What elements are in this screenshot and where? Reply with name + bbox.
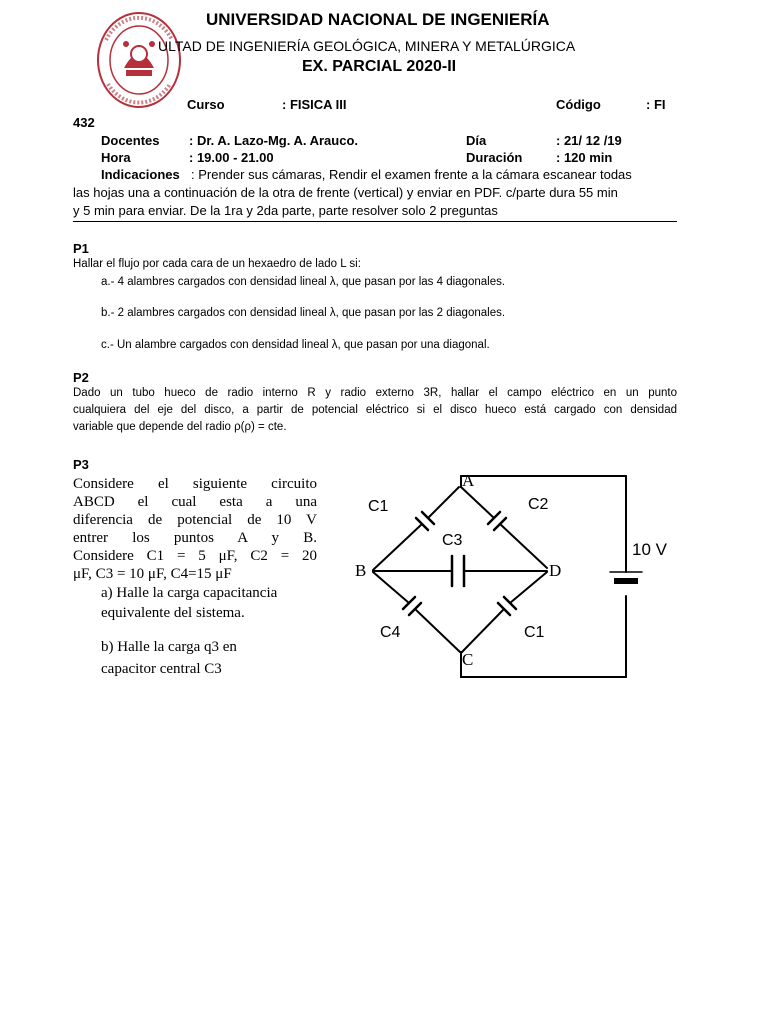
p2-line-1: Dado un tubo hueco de radio interno R y radio externo 3R, hallar el campo eléctrico en un punto <box>73 387 677 399</box>
p1-title: P1 <box>73 241 89 256</box>
capacitor-c1-top-label: C1 <box>368 498 389 515</box>
node-b-label: B <box>355 561 367 580</box>
p3-line-6: μF, C3 = 10 μF, C4=15 μF <box>73 566 232 582</box>
capacitor-c1-bottom-label: C1 <box>524 624 545 641</box>
exam-title: EX. PARCIAL 2020-II <box>302 58 457 75</box>
p2-line-3: variable que depende del radio ρ(ρ) = cte. <box>73 421 287 433</box>
indicaciones-line-1: : Prender sus cámaras, Rendir el examen frente a la cámara escanear todas <box>191 167 632 182</box>
battery-voltage-label: 10 V <box>632 540 667 559</box>
university-seal-logo <box>96 10 182 110</box>
node-c-label: C <box>462 650 474 669</box>
wire-d-c1 <box>510 572 547 603</box>
wire-c1-b <box>373 524 422 570</box>
p3-line-2: ABCD el cual esta a una <box>73 494 317 510</box>
battery-short-plate <box>614 578 638 584</box>
wire-c1-c <box>462 609 504 652</box>
capacitor-c3-label: C3 <box>442 532 463 549</box>
p3-question-b-2: capacitor central C3 <box>101 661 222 677</box>
hora-value: : 19.00 - 21.00 <box>189 150 274 165</box>
capacitor-c2-label: C2 <box>528 496 549 513</box>
p2-line-2: cualquiera del eje del disco, a partir de potencial eléctrico si el disco hueco está cargado con densidad <box>73 404 677 416</box>
p1-item-b: b.- 2 alambres cargados con densidad lineal λ, que pasan por las 2 diagonales. <box>101 307 506 319</box>
indicaciones-label: Indicaciones <box>101 167 180 182</box>
dia-value: : 21/ 12 /19 <box>556 133 622 148</box>
codigo-label: Código <box>556 97 601 112</box>
p2-title: P2 <box>73 370 89 385</box>
wire-a-c1 <box>428 487 459 518</box>
wire-b-c4 <box>373 572 409 603</box>
p1-intro: Hallar el flujo por cada cara de un hexaedro de lado L si: <box>73 258 361 270</box>
node-d-label: D <box>549 561 562 580</box>
dia-label: Día <box>466 133 487 148</box>
codigo-continuation: 432 <box>73 115 95 130</box>
p3-line-3: diferencia de potencial de 10 V <box>73 512 317 528</box>
wire-c2-d <box>500 524 547 568</box>
university-name: UNIVERSIDAD NACIONAL DE INGENIERÍA <box>206 10 550 29</box>
duracion-label: Duración <box>466 150 523 165</box>
hora-label: Hora <box>101 150 131 165</box>
p3-line-1: Considere el siguiente circuito <box>73 476 317 492</box>
node-a-label: A <box>462 471 475 490</box>
header-divider <box>73 221 677 222</box>
p3-question-a-2: equivalente del sistema. <box>101 605 245 621</box>
capacitor-c4-label: C4 <box>380 624 401 641</box>
circuit-diagram <box>340 468 680 683</box>
p3-question-b-1: b) Halle la carga q3 en <box>101 639 237 655</box>
p1-item-c: c.- Un alambre cargados con densidad lineal λ, que pasan por una diagonal. <box>101 339 490 351</box>
duracion-value: : 120 min <box>556 150 613 165</box>
docentes-value: : Dr. A. Lazo-Mg. A. Arauco. <box>189 133 359 148</box>
p3-line-5: Considere C1 = 5 μF, C2 = 20 <box>73 548 317 564</box>
faculty-name: ULTAD DE INGENIERÍA GEOLÓGICA, MINERA Y METALÚRGICA <box>158 38 576 54</box>
curso-label: Curso <box>187 97 225 112</box>
indicaciones-line-3: y 5 min para enviar. De la 1ra y 2da parte, parte resolver solo 2 preguntas <box>73 203 498 218</box>
p3-line-4: entrer los puntos A y B. <box>73 530 317 546</box>
p3-title: P3 <box>73 457 89 472</box>
docentes-label: Docentes <box>101 133 160 148</box>
wire-a-c2 <box>461 487 494 518</box>
p3-question-a-1: a) Halle la carga capacitancia <box>101 585 278 601</box>
indicaciones-line-2: las hojas una a continuación de la otra de frente (vertical) y enviar en PDF. c/parte dura 55 min <box>73 185 618 200</box>
codigo-value: : FI <box>646 97 666 112</box>
wire-c4-c <box>415 609 460 652</box>
curso-value: : FISICA III <box>282 97 347 112</box>
p1-item-a: a.- 4 alambres cargados con densidad lineal λ, que pasan por las 4 diagonales. <box>101 276 506 288</box>
